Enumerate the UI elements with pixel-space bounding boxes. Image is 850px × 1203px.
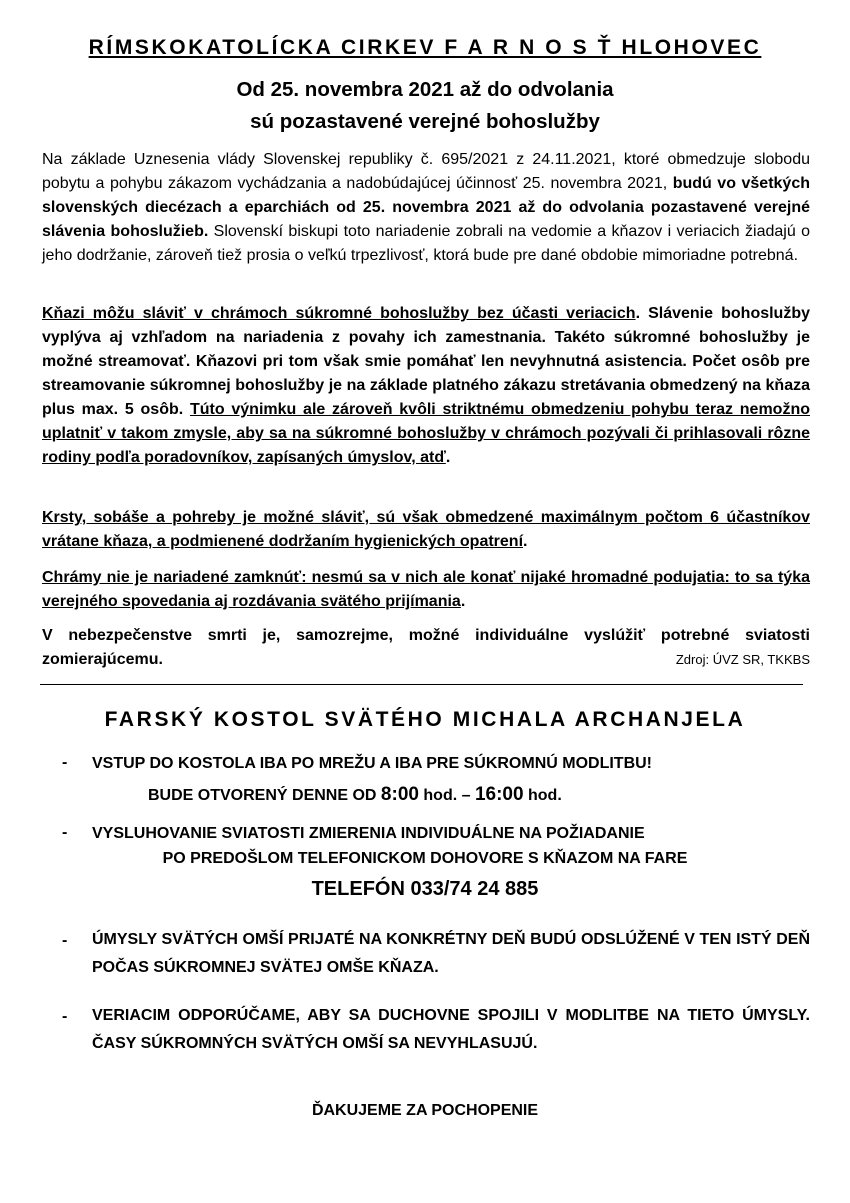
bullet-dash: - <box>62 824 68 841</box>
p1-text-bold: budú vo všetkých slovenských diecézach a eparchiách od 25. novembra 2021 až do odvolania pozastavené verejné slávenia bohoslužieb. <box>42 175 810 240</box>
headline-line-1: Od 25. novembra 2021 až do odvolania <box>236 78 614 101</box>
church-heading: FARSKÝ KOSTOL SVÄTÉHO MICHALA ARCHANJELA <box>104 708 746 731</box>
headline-line-2: sú pozastavené verejné bohoslužby <box>250 110 600 133</box>
paragraph-danger-of-death: V nebezpečenstve smrti je, samozrejme, možné individuálne vyslúžiť potrebné sviatosti zomierajúcemu. <box>42 627 810 668</box>
divider-line <box>40 684 803 685</box>
p2-text-underlined-2: Túto výnimku ale zároveň kvôli striktnému obmedzeniu pohybu teraz nemožno uplatniť v takom zmysle, aby sa na súkromné bohoslužby v chrámoch pozývali či prihlasovali rôzne rodiny podľa poradovníkov, zapísaných úmyslov, atď <box>42 401 811 466</box>
paragraph-government-resolution <box>42 148 810 268</box>
p4-text-underlined: Chrámy nie je nariadené zamknúť: nesmú sa v nich ale konať nijaké hromadné podujatia: to sa týka verejného spovedania aj rozdávania svätého prijímania <box>42 569 810 610</box>
bullet-dash: - <box>62 932 68 949</box>
p1-text-a: Na základe Uznesenia vlády Slovenskej republiky č. 695/2021 z 24.11.2021, ktoré obmedzuje slobodu pobytu a pohybu zákazom vychádzania a nadobúdajúcej účinnosť 25. novembra 2021, <box>42 151 810 192</box>
bullet-dash: - <box>62 1008 68 1025</box>
opening-time: 8:00 <box>380 784 419 805</box>
closing-time: 16:00 <box>474 784 524 805</box>
confession-condition: PO PREDOŠLOM TELEFONICKOM DOHOVORE S KŇAZOM NA FARE <box>162 850 688 867</box>
p2-text-b: . Slávenie bohoslužby vyplýva aj vzhľadom na nariadenia z povahy ich zamestnania. Takéto súkromné bohoslužby je možné streamovať. Kňazovi pri tom však smie pomáhať len nevyhnutná asistencia. Počet osôb pre streamovanie súkromnej bohoslužby je na základe platného zákazu stretávania obmedzený na kňaza plus max. 5 osôb. <box>42 305 811 418</box>
p3-text-underlined: Krsty, sobáše a pohreby je možné sláviť, sú však obmedzené maximálnym počtom 6 účastníkov vrátane kňaza, a podmienené dodržaním hygienických opatrení <box>42 509 810 550</box>
opening-hours <box>148 784 562 806</box>
opening-hours-pre: BUDE OTVORENÝ DENNE OD <box>148 787 381 804</box>
opening-hours-mid: hod. – <box>418 787 475 804</box>
item-entry-info: VSTUP DO KOSTOLA IBA PO MREŽU A IBA PRE SÚKROMNÚ MODLITBU! <box>92 755 653 772</box>
opening-hours-post: hod. <box>523 787 562 804</box>
item-spiritual-union: VERIACIM ODPORÚČAME, ABY SA DUCHOVNE SPOJILI V MODLITBE NA TIETO ÚMYSLY. ČASY SÚKROMNÝCH SVÄTÝCH OMŠÍ SA NEVYHLASUJÚ. <box>92 1007 810 1052</box>
organization-heading: RÍMSKOKATOLÍCKA CIRKEV F A R N O S Ť HLOHOVEC <box>88 36 762 59</box>
paragraph-churches-open <box>42 566 810 614</box>
p1-text-c: Slovenskí biskupi toto nariadenie zobrali na vedomie a kňazov i veriacich žiadajú o jeho dodržanie, zároveň tiež prosia o veľkú trpezlivosť, ktorá bude pre dané obdobie mimoriadne potrebná. <box>42 223 811 264</box>
phone-number: TELEFÓN 033/74 24 885 <box>311 878 539 900</box>
p2-text-underlined: Kňazi môžu sláviť v chrámoch súkromné bohoslužby bez účasti veriacich <box>42 305 636 322</box>
paragraph-private-services <box>42 302 810 470</box>
p4-text-b: . <box>460 593 466 610</box>
bullet-dash: - <box>62 754 68 771</box>
p3-text-b: . <box>523 533 528 550</box>
item-mass-intentions: ÚMYSLY SVÄTÝCH OMŠÍ PRIJATÉ NA KONKRÉTNY DEŇ BUDÚ ODSLÚŽENÉ V TEN ISTÝ DEŇ POČAS SÚKROMNEJ SVÄTEJ OMŠE KŇAZA. <box>92 931 810 976</box>
p2-text-d: . <box>445 449 451 466</box>
source-note: Zdroj: ÚVZ SR, TKKBS <box>675 652 810 667</box>
item-confession: VYSLUHOVANIE SVIATOSTI ZMIERENIA INDIVIDUÁLNE NA POŽIADANIE <box>92 825 645 842</box>
thank-you-note: ĎAKUJEME ZA POCHOPENIE <box>311 1102 539 1119</box>
paragraph-sacraments <box>42 506 810 554</box>
